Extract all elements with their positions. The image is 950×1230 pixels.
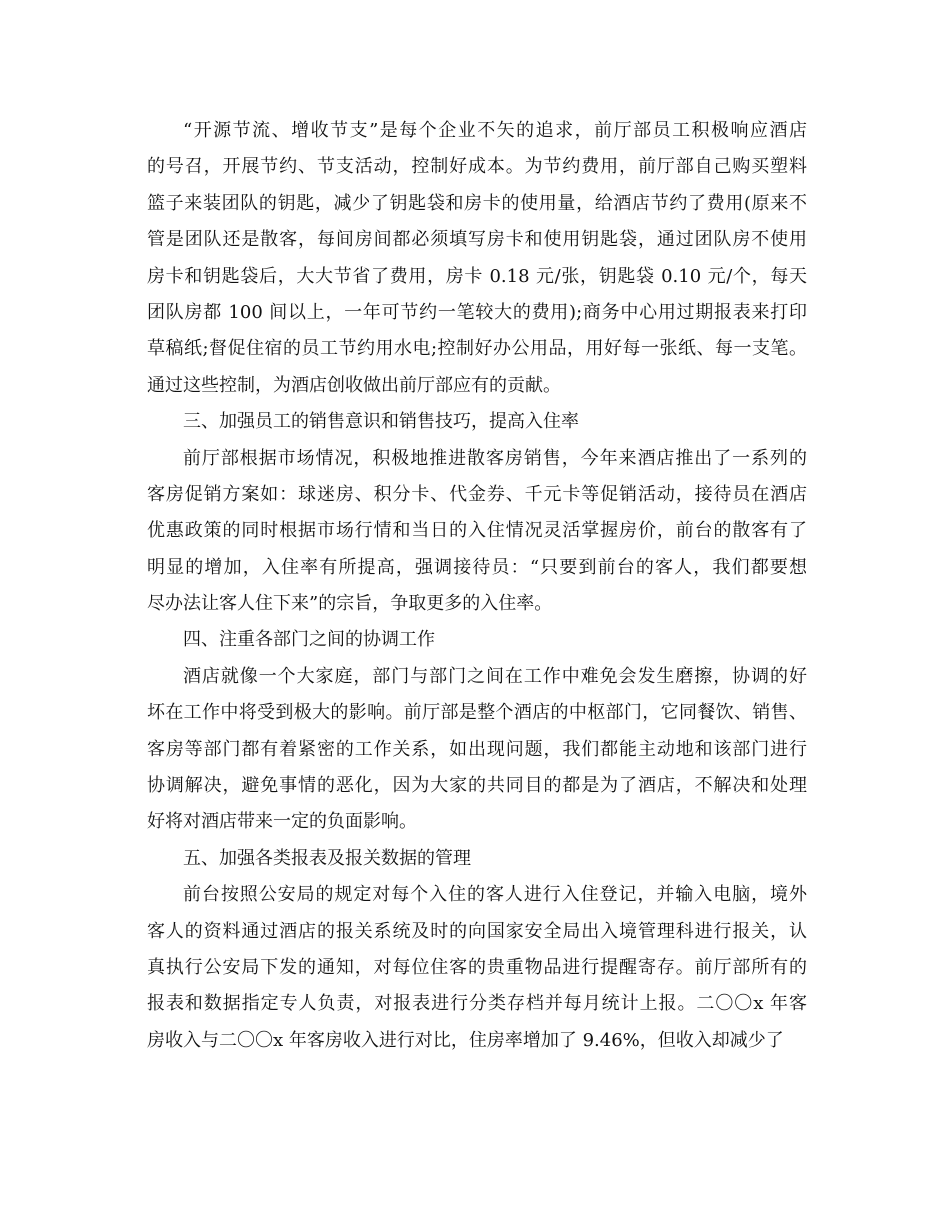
paragraph-line: 房卡和钥匙袋后，大大节省了费用，房卡 0.18 元/张，钥匙袋 0.10 元/个，每天 — [147, 265, 807, 287]
paragraph-line: 好将对酒店带来一定的负面影响。 — [147, 811, 417, 833]
paragraph-line: 真执行公安局下发的通知，对每位住客的贵重物品进行提醒寄存。前厅部所有的 — [147, 956, 807, 978]
paragraph-line: 团队房都 100 间以上，一年可节约一笔较大的费用);商务中心用过期报表来打印 — [147, 301, 807, 323]
paragraph-line: “开源节流、增收节支”是每个企业不矢的追求，前厅部员工积极响应酒店 — [183, 120, 807, 141]
paragraph-line: 酒店就像一个大家庭，部门与部门之间在工作中难免会发生磨擦，协调的好 — [183, 665, 807, 687]
section-heading: 五、加强各类报表及报关数据的管理 — [183, 847, 471, 869]
paragraph-line: 前厅部根据市场情况，积极地推进散客房销售，今年来酒店推出了一系列的 — [183, 447, 807, 469]
paragraph-line: 篮子来装团队的钥匙，减少了钥匙袋和房卡的使用量，给酒店节约了费用(原来不 — [147, 192, 807, 214]
paragraph-line: 房收入与二〇〇x 年客房收入进行对比，住房率增加了 9.46%，但收入却减少了 — [147, 1029, 784, 1051]
paragraph-line: 协调解决，避免事情的恶化，因为大家的共同目的都是为了酒店，不解决和处理 — [147, 775, 807, 797]
paragraph-line: 明显的增加，入住率有所提高，强调接待员：“只要到前台的客人，我们都要想 — [147, 556, 807, 578]
paragraph-line: 坏在工作中将受到极大的影响。前厅部是整个酒店的中枢部门，它同餐饮、销售、 — [147, 702, 807, 724]
document-body — [147, 113, 807, 1059]
section-heading: 四、注重各部门之间的协调工作 — [183, 629, 435, 651]
paragraph-line: 客人的资料通过酒店的报关系统及时的向国家安全局出入境管理科进行报关，认 — [147, 920, 807, 942]
paragraph-line: 通过这些控制，为酒店创收做出前厅部应有的贡献。 — [147, 374, 561, 396]
paragraph-line: 优惠政策的同时根据市场行情和当日的入住情况灵活掌握房价，前台的散客有了 — [147, 520, 807, 542]
paragraph-line: 前台按照公安局的规定对每个入住的客人进行入住登记，并输入电脑，境外 — [183, 884, 807, 906]
paragraph-line: 的号召，开展节约、节支活动，控制好成本。为节约费用，前厅部自己购买塑料 — [147, 156, 807, 178]
paragraph-line: 尽办法让客人住下来”的宗旨，争取更多的入住率。 — [147, 593, 553, 615]
paragraph-line: 管是团队还是散客，每间房间都必须填写房卡和使用钥匙袋，通过团队房不使用 — [147, 229, 807, 251]
section-heading: 三、加强员工的销售意识和销售技巧，提高入住率 — [183, 411, 579, 433]
paragraph-line: 客房等部门都有着紧密的工作关系，如出现问题，我们都能主动地和该部门进行 — [147, 738, 807, 760]
paragraph-line: 草稿纸;督促住宿的员工节约用水电;控制好办公用品，用好每一张纸、每一支笔。 — [147, 338, 807, 360]
paragraph-line: 报表和数据指定专人负责，对报表进行分类存档并每月统计上报。二〇〇x 年客 — [147, 993, 807, 1015]
paragraph-line: 客房促销方案如：球迷房、积分卡、代金券、千元卡等促销活动，接待员在酒店 — [147, 483, 807, 505]
